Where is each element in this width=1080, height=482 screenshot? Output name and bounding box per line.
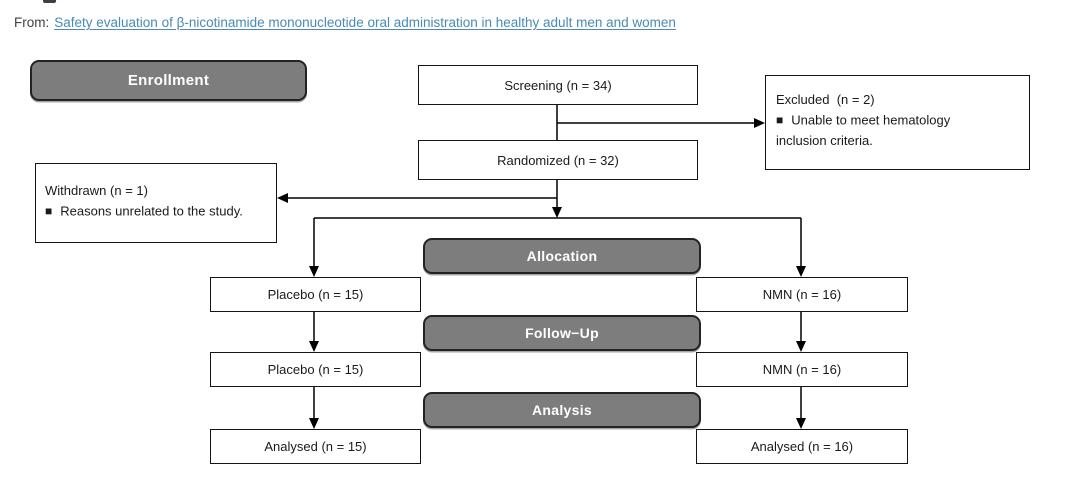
placebo-followup-label: Placebo (n = 15) xyxy=(267,362,364,377)
arrowhead-nmn-allocation xyxy=(796,266,806,277)
arrowhead-placebo-analysis xyxy=(309,418,319,429)
placebo-allocation-box xyxy=(210,277,421,312)
nmn-followup-label: NMN (n = 16) xyxy=(762,362,842,377)
stage-allocation-label: Allocation xyxy=(526,248,598,264)
stage-enrollment xyxy=(30,60,307,101)
withdrawn-reason xyxy=(45,201,263,222)
placebo-followup-box xyxy=(210,352,421,387)
stage-enrollment-label: Enrollment xyxy=(127,72,210,89)
square-bullet-icon: ■ xyxy=(45,204,53,218)
nmn-allocation-label: NMN (n = 16) xyxy=(762,287,842,302)
arrowhead-placebo-allocation xyxy=(309,266,319,277)
analysed-nmn-label: Analysed (n = 16) xyxy=(750,439,854,454)
withdrawn-box xyxy=(35,163,277,243)
nmn-allocation-box xyxy=(696,277,908,312)
article-link[interactable]: Safety evaluation of β-nicotinamide mononucleotide oral administration in healthy adult men and women xyxy=(54,15,676,30)
arrowhead-nmn-followup xyxy=(796,341,806,352)
stage-analysis-label: Analysis xyxy=(532,402,592,418)
excluded-reason xyxy=(776,110,994,151)
randomized-label: Randomized (n = 32) xyxy=(497,152,619,168)
analysed-placebo-label: Analysed (n = 15) xyxy=(264,439,367,454)
excluded-box xyxy=(765,75,1030,170)
arrowhead-split xyxy=(552,207,562,218)
stage-analysis xyxy=(423,392,701,428)
arrowhead-withdrawn xyxy=(277,193,288,203)
stage-follow-up-label: Follow−Up xyxy=(525,325,599,341)
nmn-followup-box xyxy=(696,352,908,387)
placebo-allocation-label: Placebo (n = 15) xyxy=(267,287,364,302)
from-label: From: xyxy=(14,15,50,30)
excluded-title: Excluded (n = 2) xyxy=(776,92,875,107)
screening-label: Screening (n = 34) xyxy=(504,77,612,93)
arrowhead-excluded xyxy=(754,118,765,128)
randomized-box xyxy=(418,140,698,180)
analysed-nmn-box xyxy=(696,429,908,464)
arrowhead-nmn-analysis xyxy=(796,418,806,429)
arrowhead-placebo-followup xyxy=(309,341,319,352)
stage-follow-up xyxy=(423,315,701,351)
screening-box xyxy=(418,65,698,105)
excluded-reason-text: Unable to meet hematology inclusion criteria. xyxy=(776,112,951,148)
withdrawn-title: Withdrawn (n = 1) xyxy=(45,183,148,198)
stage-allocation xyxy=(423,238,701,274)
analysed-placebo-box xyxy=(210,429,421,464)
withdrawn-reason-text: Reasons unrelated to the study. xyxy=(60,203,243,219)
square-bullet-icon: ■ xyxy=(776,113,784,127)
